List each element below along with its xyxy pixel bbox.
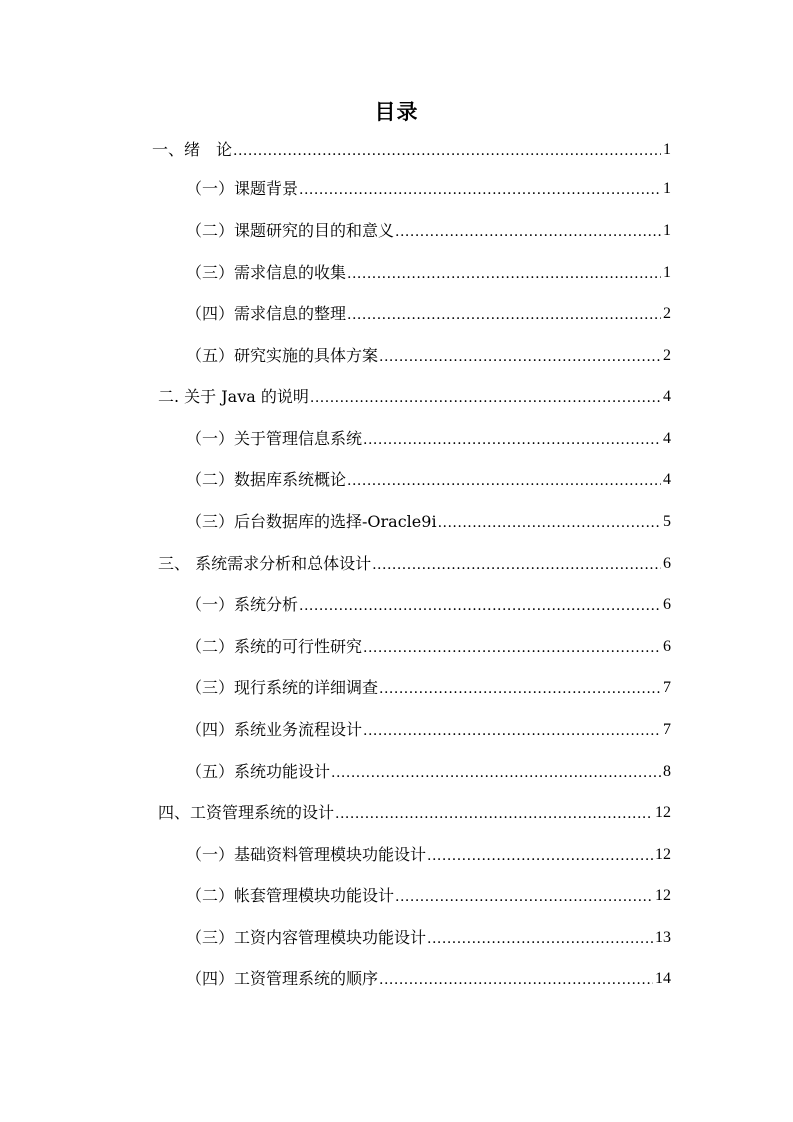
toc-entry-1-4[interactable] [186, 300, 671, 324]
toc-dot-leader [427, 847, 653, 865]
toc-entry-4[interactable] [158, 799, 671, 823]
toc-page-number: 7 [663, 679, 671, 696]
toc-dot-leader [438, 514, 661, 532]
toc-entry-3-2[interactable] [186, 633, 671, 657]
toc-page-number: 12 [655, 804, 671, 821]
toc-page-number: 4 [663, 388, 671, 405]
toc-dot-leader [379, 680, 661, 698]
toc-entry-label: （四）系统业务流程设计 [186, 720, 363, 739]
toc-entry-label: （三）工资内容管理模块功能设计 [186, 928, 427, 947]
toc-entry-label: （二）系统的可行性研究 [186, 637, 363, 656]
toc-page-number: 1 [663, 222, 671, 239]
toc-page-number: 8 [663, 763, 671, 780]
toc-page-number: 5 [663, 513, 671, 530]
toc-entry-label: （一）课题背景 [186, 179, 299, 198]
toc-entry-3-5[interactable] [186, 758, 671, 782]
toc-entry-2-3[interactable] [186, 508, 671, 532]
toc-entry-label: （二）课题研究的目的和意义 [186, 221, 395, 240]
toc-dot-leader [347, 472, 661, 490]
toc-entry-4-4[interactable] [186, 965, 671, 989]
toc-page-number: 13 [655, 929, 671, 946]
toc-dot-leader [363, 431, 661, 449]
toc-dot-leader [372, 556, 661, 574]
toc-entry-2-2[interactable] [186, 466, 671, 490]
toc-entry-label: （三）现行系统的详细调查 [186, 678, 379, 697]
toc-page-number: 6 [663, 596, 671, 613]
toc-entry-label: （一）基础资料管理模块功能设计 [186, 845, 427, 864]
toc-entry-4-2[interactable] [186, 882, 671, 906]
toc-entry-3-1[interactable] [186, 591, 671, 615]
toc-entry-label: （四）工资管理系统的顺序 [186, 969, 379, 988]
toc-entry-1-3[interactable] [186, 259, 671, 283]
toc-dot-leader [310, 389, 661, 407]
toc-page-number: 14 [655, 970, 671, 987]
toc-dot-leader [335, 805, 653, 823]
toc-entry-4-3[interactable] [186, 924, 671, 948]
toc-entry-label: （一）系统分析 [186, 595, 299, 614]
toc-page-number: 2 [663, 347, 671, 364]
toc-dot-leader [379, 348, 661, 366]
toc-entry-label: （二）数据库系统概论 [186, 470, 347, 489]
toc-entry-label: （三）需求信息的收集 [186, 263, 347, 282]
toc-entry-label: （五）研究实施的具体方案 [186, 346, 379, 365]
toc-page-number: 4 [663, 430, 671, 447]
toc-page-number: 1 [663, 141, 671, 158]
toc-entry-label: （一）关于管理信息系统 [186, 429, 363, 448]
toc-dot-leader [395, 223, 661, 241]
toc-entry-1[interactable] [152, 136, 671, 160]
toc-entry-label: （五）系统功能设计 [186, 762, 331, 781]
toc-entry-2[interactable] [158, 383, 671, 407]
toc-entry-2-1[interactable] [186, 425, 671, 449]
toc-dot-leader [379, 971, 653, 989]
toc-entry-1-2[interactable] [186, 217, 671, 241]
toc-page-number: 6 [663, 555, 671, 572]
toc-dot-leader [363, 722, 661, 740]
toc-entry-label: 三、 系统需求分析和总体设计 [158, 554, 372, 573]
toc-page-number: 6 [663, 638, 671, 655]
toc-dot-leader [427, 930, 653, 948]
toc-page-number: 7 [663, 721, 671, 738]
toc-dot-leader [347, 306, 661, 324]
toc-page-number: 4 [663, 471, 671, 488]
toc-dot-leader [363, 639, 661, 657]
toc-entry-3-3[interactable] [186, 674, 671, 698]
toc-dot-leader [395, 888, 653, 906]
toc-page-number: 1 [663, 264, 671, 281]
toc-dot-leader [299, 181, 661, 199]
toc-dot-leader [331, 764, 661, 782]
toc-entry-1-1[interactable] [186, 175, 671, 199]
toc-dot-leader [347, 265, 661, 283]
toc-entry-4-1[interactable] [186, 841, 671, 865]
toc-entry-label: （三）后台数据库的选择-Oracle9i [186, 512, 437, 531]
toc-entry-1-5[interactable] [186, 342, 671, 366]
toc-page-number: 1 [663, 180, 671, 197]
toc-page-number: 12 [655, 887, 671, 904]
toc-entry-label: 一、绪 论 [152, 140, 233, 159]
page-title: 目录 [374, 99, 419, 124]
toc-page-number: 12 [655, 846, 671, 863]
toc-entry-3-4[interactable] [186, 716, 671, 740]
toc-dot-leader [233, 142, 661, 160]
toc-dot-leader [299, 597, 661, 615]
toc-entry-label: 四、工资管理系统的设计 [158, 803, 335, 822]
toc-entry-label: 二. 关于 Java 的说明 [158, 387, 309, 406]
toc-entry-label: （四）需求信息的整理 [186, 304, 347, 323]
toc-entry-label: （二）帐套管理模块功能设计 [186, 886, 395, 905]
toc-page-number: 2 [663, 305, 671, 322]
toc-entry-3[interactable] [158, 550, 671, 574]
